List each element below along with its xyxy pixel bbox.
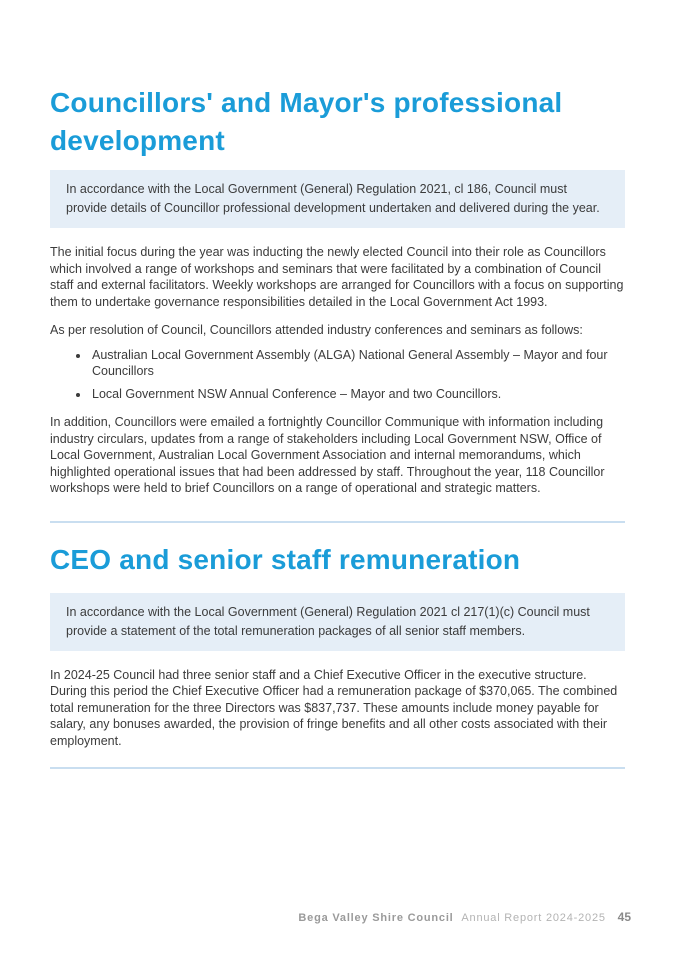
regulation-callout-box	[50, 593, 625, 651]
paragraph-initial-focus: The initial focus during the year was inducting the newly elected Council into their role as Councillors which involved a range of workshops and seminars that were facilitated by a combination of Council staff and external facilitators. Weekly workshops are arranged for Councillors with a focus on supporting them to undertake governance responsibilities detailed in the Local Government Act 1993.	[50, 245, 624, 309]
paragraph-communique: In addition, Councillors were emailed a fortnightly Councillor Communique with information including industry circulars, updates from a range of stakeholders including Local Government NSW, Office of Local Government, Australian Local Government Association and internal memorandums, which highlighted operational issues that had been addressed by staff. Throughout the year, 118 Councillor workshops were held to brief Councillors on a range of operational and strategic matters.	[50, 415, 605, 495]
list-item: • Local Government NSW Annual Conference – Mayor and two Councillors.	[90, 386, 625, 403]
section-divider	[50, 521, 625, 523]
page-footer	[298, 910, 631, 924]
regulation-callout-box	[50, 170, 625, 228]
section-divider	[50, 767, 625, 769]
section-councillors-development	[50, 84, 625, 497]
regulation-callout-text: In accordance with the Local Government (General) Regulation 2021, cl 186, Council must provide details of Councillor professional development undertaken and delivered during the year.	[66, 182, 600, 215]
section-title-councillors-development: Councillors' and Mayor's professional development	[50, 87, 563, 156]
footer-council-name: Bega Valley Shire Council	[298, 912, 454, 924]
conference-bullet-list	[50, 347, 625, 403]
footer-page-number: 45	[617, 910, 631, 924]
footer-report-title: Annual Report 2024-2025	[461, 912, 606, 924]
section-title-ceo-remuneration: CEO and senior staff remuneration	[50, 543, 521, 575]
paragraph-remuneration-details: In 2024-25 Council had three senior staff and a Chief Executive Officer in the executive structure. During this period the Chief Executive Officer had a remuneration package of $370,065. The combined total remuneration for the three Directors was $837,737. These amounts include money payable for salary, any bonuses awarded, the provision of fringe benefits and all other costs associated with their employment.	[50, 667, 618, 748]
regulation-callout-text: In accordance with the Local Government (General) Regulation 2021 cl 217(1)(c) Council must provide a statement of the total remuneration packages of all senior staff members.	[66, 604, 590, 638]
paragraph-resolution-intro: As per resolution of Council, Councillors attended industry conferences and seminars as follows:	[50, 323, 583, 337]
section-ceo-remuneration	[50, 541, 625, 750]
list-item: • Australian Local Government Assembly (ALGA) National General Assembly – Mayor and four Councillors	[90, 347, 625, 380]
